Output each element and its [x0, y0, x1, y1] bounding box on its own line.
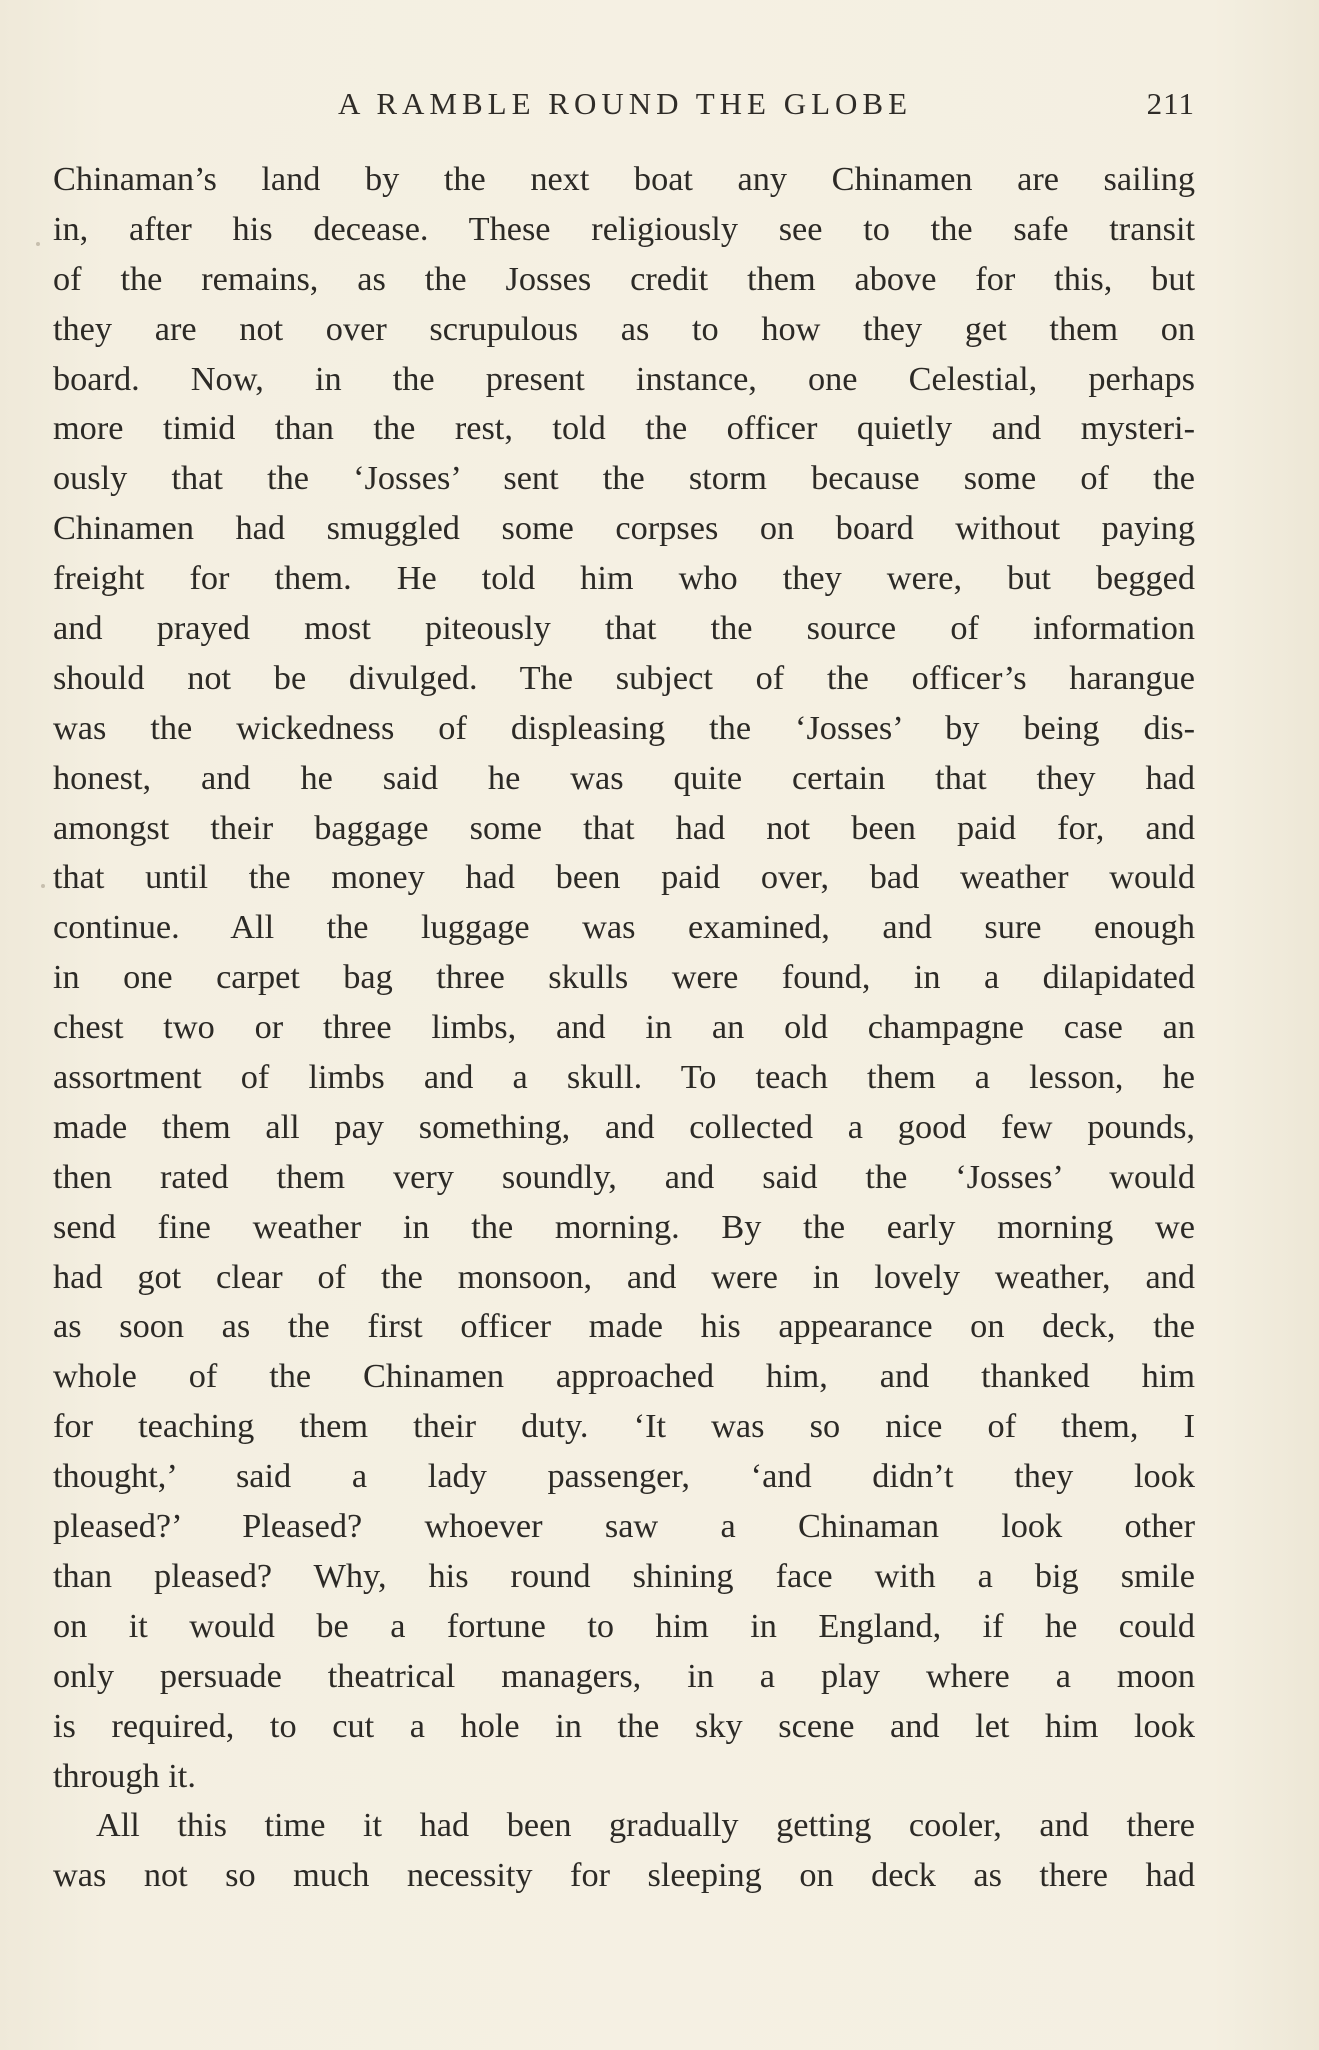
text-line: was the wickedness of displeasing the ‘Josses’ by being dis- [53, 708, 1195, 747]
running-title: A RAMBLE ROUND THE GLOBE [337, 86, 913, 121]
text-line: made them all pay something, and collected a good few pounds, [53, 1107, 1195, 1146]
text-line: and prayed most piteously that the source of information [53, 609, 1195, 648]
text-line: for teaching them their duty. ‘It was so nice of them, I [53, 1407, 1195, 1446]
page-number: 211 [1146, 86, 1195, 121]
text-line: that until the money had been paid over, bad weather would [53, 858, 1195, 897]
text-line: ously that the ‘Josses’ sent the storm because some of the [53, 459, 1195, 498]
text-line: amongst their baggage some that had not been paid for, and [53, 808, 1195, 847]
text-line: whole of the Chinamen approached him, and thanked him [53, 1357, 1195, 1396]
text-line: of the remains, as the Josses credit them above for this, but [53, 259, 1195, 298]
paragraph [53, 1801, 1195, 1901]
text-line: freight for them. He told him who they were, but begged [53, 559, 1195, 598]
paragraph [53, 155, 1195, 1801]
text-line: was not so much necessity for sleeping on deck as there had [53, 1856, 1195, 1895]
text-line: send fine weather in the morning. By the early morning we [53, 1207, 1195, 1246]
text-line: All this time it had been gradually getting cooler, and there [96, 1806, 1195, 1845]
body-text [53, 155, 1195, 1901]
text-line: then rated them very soundly, and said the ‘Josses’ would [53, 1157, 1195, 1196]
text-line: thought,’ said a lady passenger, ‘and didn’t they look [53, 1457, 1195, 1496]
text-line: should not be divulged. The subject of the officer’s harangue [53, 658, 1195, 697]
text-line: in one carpet bag three skulls were found, in a dilapidated [53, 958, 1195, 997]
text-line: they are not over scrupulous as to how they get them on [53, 309, 1195, 348]
text-line: only persuade theatrical managers, in a play where a moon [53, 1656, 1195, 1695]
text-line: Chinamen had smuggled some corpses on board without paying [53, 509, 1195, 548]
text-line: board. Now, in the present instance, one Celestial, perhaps [53, 359, 1195, 398]
text-line: continue. All the luggage was examined, and sure enough [53, 908, 1195, 947]
text-line: honest, and he said he was quite certain that they had [53, 758, 1195, 797]
running-head [55, 84, 1195, 124]
text-line: as soon as the first officer made his appearance on deck, the [53, 1307, 1195, 1346]
text-line: chest two or three limbs, and in an old champagne case an [53, 1008, 1195, 1047]
text-line: assortment of limbs and a skull. To teach them a lesson, he [53, 1058, 1195, 1097]
margin-speck [36, 242, 40, 246]
text-line: in, after his decease. These religiously see to the safe transit [53, 209, 1195, 248]
text-line: than pleased? Why, his round shining face with a big smile [53, 1556, 1195, 1595]
text-line: through it. [53, 1756, 196, 1795]
text-line: Chinaman’s land by the next boat any Chinamen are sailing [53, 160, 1195, 198]
text-line: pleased?’ Pleased? whoever saw a Chinaman look other [53, 1507, 1195, 1546]
text-line: had got clear of the monsoon, and were in lovely weather, and [53, 1257, 1195, 1296]
margin-speck [41, 884, 45, 888]
text-line: more timid than the rest, told the officer quietly and mysteri- [53, 409, 1195, 448]
text-line: is required, to cut a hole in the sky scene and let him look [53, 1706, 1195, 1745]
text-line: on it would be a fortune to him in England, if he could [53, 1606, 1195, 1645]
